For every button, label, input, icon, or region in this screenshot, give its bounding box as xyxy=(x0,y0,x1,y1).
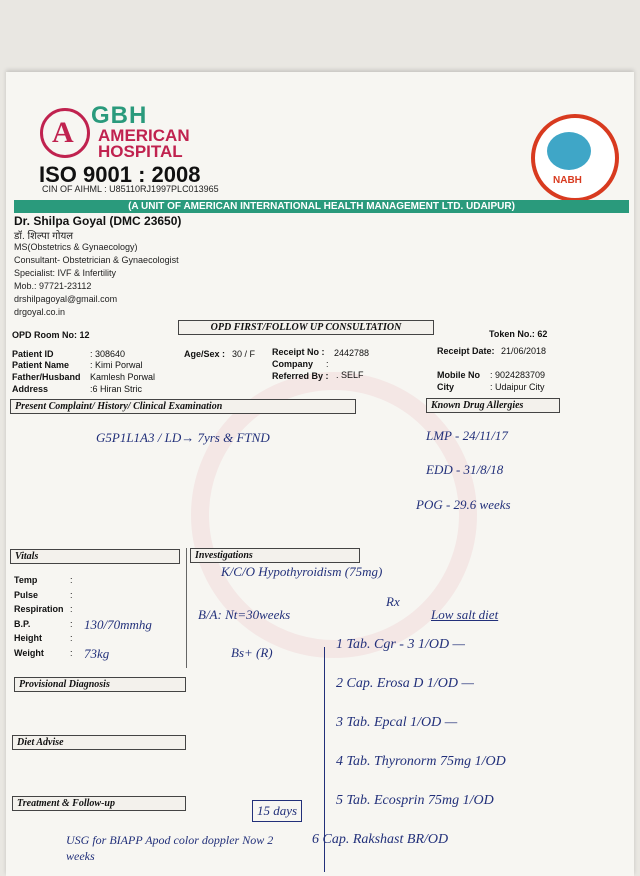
vital-colon: : xyxy=(70,618,73,629)
allergies-section-title: Known Drug Allergies xyxy=(426,398,560,413)
referred-by: . SELF xyxy=(336,370,364,380)
doctor-role: Consultant- Obstetrician & Gynaecologist xyxy=(14,255,179,265)
bs-note: Bs+ (R) xyxy=(231,645,273,660)
medication-item: 2 Cap. Erosa D 1/OD — xyxy=(336,676,474,691)
vitals-section-title: Vitals xyxy=(10,549,180,564)
address-label: Address xyxy=(12,384,49,394)
vital-label: Pulse xyxy=(14,589,39,600)
agesex: 30 / F xyxy=(232,349,256,359)
patient-id: : 308640 xyxy=(90,349,126,359)
unit-banner: (A UNIT OF AMERICAN INTERNATIONAL HEALTH MANAGEMENT LTD. UDAIPUR) xyxy=(14,200,629,213)
edd-note: EDD - 31/8/18 xyxy=(426,462,504,477)
referred-label: Referred By : xyxy=(272,371,329,381)
company: : xyxy=(326,359,329,369)
provisional-diagnosis-title: Provisional Diagnosis xyxy=(14,677,186,692)
diet-note: Low salt diet xyxy=(431,607,499,622)
medication-item: 4 Tab. Thyronorm 75mg 1/OD xyxy=(336,754,506,769)
receipt-date: 21/06/2018 xyxy=(501,346,547,356)
nabh-label: NABH xyxy=(553,175,582,186)
city-label: City xyxy=(437,382,455,392)
patient-id-label: Patient ID xyxy=(12,349,54,359)
agesex-label: Age/Sex : xyxy=(184,349,226,359)
vital-value: 130/70mmhg xyxy=(84,616,152,632)
diet-advise-title: Diet Advise xyxy=(12,735,186,750)
history-note: G5P1L1A3 / LD→ 7yrs & FTND xyxy=(96,430,270,445)
doctor-name: Dr. Shilpa Goyal (DMC 23650) xyxy=(14,214,182,228)
rx-symbol: Rx xyxy=(386,594,400,609)
pog-note: POG - 29.6 weeks xyxy=(416,497,511,512)
doctor-specialist: Specialist: IVF & Infertility xyxy=(14,268,117,278)
medication-item: 1 Tab. Cgr - 3 1/OD — xyxy=(336,637,466,652)
logo-hospital: HOSPITAL xyxy=(98,142,183,161)
logo-american: AMERICAN xyxy=(98,126,190,145)
company-label: Company xyxy=(272,359,314,369)
vital-colon: : xyxy=(70,647,73,658)
investigations-section-title: Investigations xyxy=(190,548,360,563)
mobile-label: Mobile No xyxy=(437,370,480,380)
logo-letter: A xyxy=(52,116,74,149)
doctor-mobile: Mob.: 97721-23112 xyxy=(14,281,92,291)
vital-label: Weight xyxy=(14,647,44,658)
treatment-title: Treatment & Follow-up xyxy=(12,796,186,811)
vital-label: Respiration xyxy=(14,604,64,614)
token-number: Token No.: 62 xyxy=(489,329,548,339)
mobile-number: : 9024283709 xyxy=(490,370,546,380)
doctor-email: drshilpagoyal@gmail.com xyxy=(14,294,118,304)
father-label: Father/Husband xyxy=(12,372,81,382)
vital-colon: : xyxy=(70,633,73,643)
consultation-title: OPD FIRST/FOLLOW UP CONSULTATION xyxy=(178,320,434,335)
opd-room: OPD Room No: 12 xyxy=(12,330,90,340)
doctor-name-hindi: डॉ. शिल्पा गोयल xyxy=(14,231,74,242)
medication-item: 6 Cap. Rakshast BR/OD xyxy=(312,832,449,847)
followup-days: 15 days xyxy=(252,800,302,822)
nabh-seal-center xyxy=(547,132,591,170)
cin-number: CIN OF AIHML : U85110RJ1997PLC013965 xyxy=(42,184,219,194)
iso-certification: ISO 9001 : 2008 xyxy=(39,162,201,187)
vital-label: Height xyxy=(14,633,42,643)
address: :6 Hiran Stric xyxy=(90,384,143,394)
city: : Udaipur City xyxy=(490,382,545,392)
doctor-website: drgoyal.co.in xyxy=(14,307,66,317)
receipt-date-label: Receipt Date: xyxy=(437,346,495,356)
vital-colon: : xyxy=(70,589,73,600)
logo-gbh: GBH xyxy=(91,102,148,129)
bp-note: B/A: Nt=30weeks xyxy=(198,607,291,622)
vital-colon: : xyxy=(70,575,73,585)
vitals-divider xyxy=(186,548,187,668)
medication-item: 3 Tab. Epcal 1/OD — xyxy=(336,715,458,730)
receipt-number: 2442788 xyxy=(334,348,370,358)
treatment-note: USG for BIAPP Apod color doppler Now 2 weeks xyxy=(66,833,274,863)
complaint-section-title: Present Complaint/ History/ Clinical Examination xyxy=(10,399,356,414)
vital-colon: : xyxy=(70,604,73,614)
lmp-note: LMP - 24/11/17 xyxy=(426,428,508,443)
father-name: Kamlesh Porwal xyxy=(90,372,156,382)
doctor-degree: MS(Obstetrics & Gynaecology) xyxy=(14,242,138,252)
medication-item: 5 Tab. Ecosprin 75mg 1/OD xyxy=(336,793,494,808)
receipt-label: Receipt No : xyxy=(272,347,325,357)
investigation-note: K/C/O Hypothyroidism (75mg) xyxy=(221,564,383,579)
patient-name: : Kimi Porwal xyxy=(90,360,143,370)
vital-label: Temp xyxy=(14,575,38,585)
vital-label: B.P. xyxy=(14,618,31,629)
patient-name-label: Patient Name xyxy=(12,360,70,370)
prescription-sheet xyxy=(6,72,634,876)
vital-value: 73kg xyxy=(84,645,110,661)
